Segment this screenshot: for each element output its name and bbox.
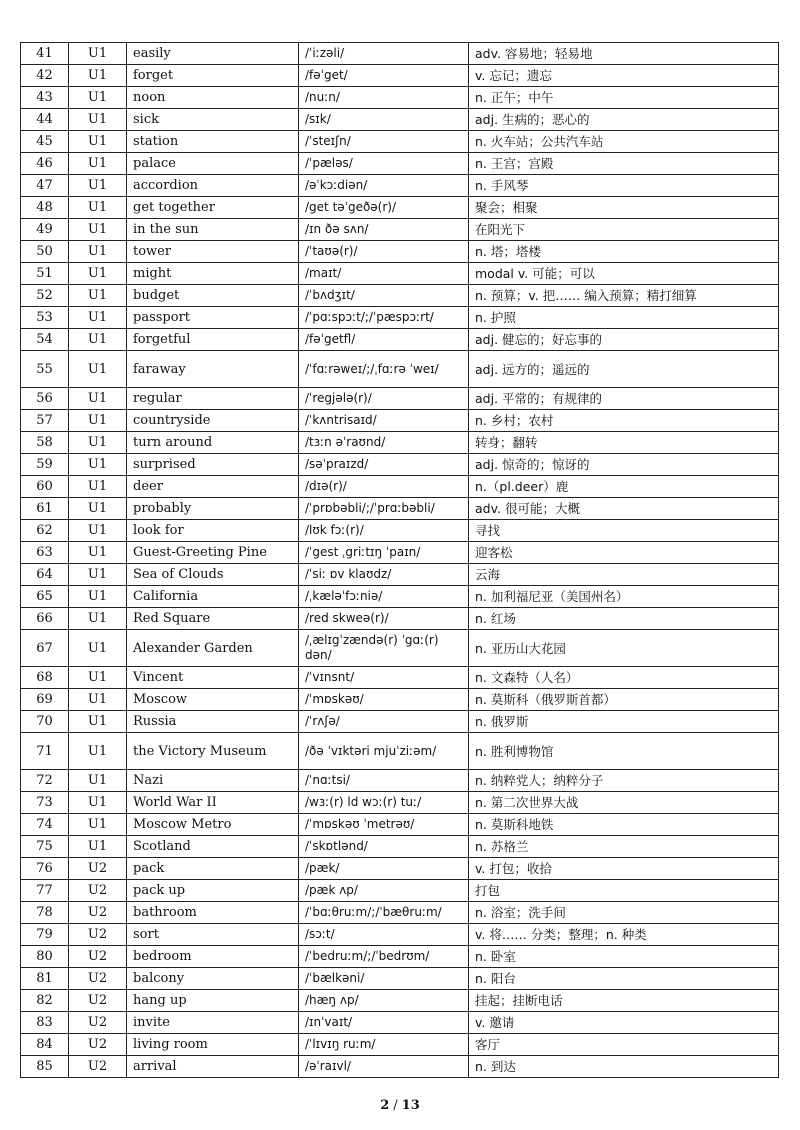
meaning-cell: adj. 健忘的；好忘事的 bbox=[469, 329, 779, 351]
meaning-cell: n. 莫斯科地铁 bbox=[469, 814, 779, 836]
unit-cell: U1 bbox=[69, 667, 127, 689]
word-cell: Nazi bbox=[127, 770, 299, 792]
meaning-cell: 在阳光下 bbox=[469, 219, 779, 241]
unit-cell: U1 bbox=[69, 689, 127, 711]
phonetic-cell: /ˈsteɪʃn/ bbox=[299, 131, 469, 153]
phonetic-cell: /ˈpæləs/ bbox=[299, 153, 469, 175]
meaning-cell: v. 将…… 分类；整理；n. 种类 bbox=[469, 924, 779, 946]
table-row bbox=[21, 351, 779, 388]
unit-cell: U1 bbox=[69, 814, 127, 836]
meaning-cell: 打包 bbox=[469, 880, 779, 902]
meaning-cell: n. 亚历山大花园 bbox=[469, 630, 779, 667]
phonetic-cell: /ɪn ðə sʌn/ bbox=[299, 219, 469, 241]
table-row bbox=[21, 792, 779, 814]
row-number: 53 bbox=[21, 307, 69, 329]
phonetic-cell: /hæŋ ʌp/ bbox=[299, 990, 469, 1012]
vocabulary-table bbox=[20, 42, 779, 1078]
row-number: 42 bbox=[21, 65, 69, 87]
table-row bbox=[21, 814, 779, 836]
table-row bbox=[21, 307, 779, 329]
meaning-cell: v. 忘记；遗忘 bbox=[469, 65, 779, 87]
word-cell: budget bbox=[127, 285, 299, 307]
table-row bbox=[21, 1056, 779, 1078]
unit-cell: U1 bbox=[69, 43, 127, 65]
word-cell: Guest-Greeting Pine bbox=[127, 542, 299, 564]
unit-cell: U2 bbox=[69, 1056, 127, 1078]
table-row bbox=[21, 87, 779, 109]
meaning-cell: adj. 生病的；恶心的 bbox=[469, 109, 779, 131]
meaning-cell: n. 浴室；洗手间 bbox=[469, 902, 779, 924]
phonetic-cell: /tɜːn əˈraʊnd/ bbox=[299, 432, 469, 454]
table-row bbox=[21, 902, 779, 924]
meaning-cell: n. 苏格兰 bbox=[469, 836, 779, 858]
row-number: 54 bbox=[21, 329, 69, 351]
word-cell: Moscow Metro bbox=[127, 814, 299, 836]
meaning-cell: n. 正午；中午 bbox=[469, 87, 779, 109]
phonetic-cell: /ˈbɑːθruːm/;/ˈbæθruːm/ bbox=[299, 902, 469, 924]
meaning-cell: n. 纳粹党人；纳粹分子 bbox=[469, 770, 779, 792]
phonetic-cell: /get təˈgeðə(r)/ bbox=[299, 197, 469, 219]
row-number: 69 bbox=[21, 689, 69, 711]
unit-cell: U1 bbox=[69, 770, 127, 792]
phonetic-cell: /sɔːt/ bbox=[299, 924, 469, 946]
word-cell: bedroom bbox=[127, 946, 299, 968]
phonetic-cell: /ˌkæləˈfɔːniə/ bbox=[299, 586, 469, 608]
meaning-cell: n. 预算；v. 把…… 编入预算；精打细算 bbox=[469, 285, 779, 307]
word-cell: surprised bbox=[127, 454, 299, 476]
phonetic-cell: /ˈbʌdʒɪt/ bbox=[299, 285, 469, 307]
word-cell: probably bbox=[127, 498, 299, 520]
unit-cell: U1 bbox=[69, 733, 127, 770]
word-cell: accordion bbox=[127, 175, 299, 197]
unit-cell: U2 bbox=[69, 1034, 127, 1056]
row-number: 44 bbox=[21, 109, 69, 131]
row-number: 61 bbox=[21, 498, 69, 520]
table-row bbox=[21, 968, 779, 990]
phonetic-cell: /ˈvɪnsnt/ bbox=[299, 667, 469, 689]
meaning-cell: 聚会；相聚 bbox=[469, 197, 779, 219]
phonetic-cell: /pæk/ bbox=[299, 858, 469, 880]
row-number: 50 bbox=[21, 241, 69, 263]
word-cell: station bbox=[127, 131, 299, 153]
meaning-cell: n. 卧室 bbox=[469, 946, 779, 968]
word-cell: California bbox=[127, 586, 299, 608]
phonetic-cell: /ˈrʌʃə/ bbox=[299, 711, 469, 733]
row-number: 59 bbox=[21, 454, 69, 476]
meaning-cell: n. 第二次世界大战 bbox=[469, 792, 779, 814]
table-row bbox=[21, 153, 779, 175]
word-cell: invite bbox=[127, 1012, 299, 1034]
row-number: 70 bbox=[21, 711, 69, 733]
word-cell: balcony bbox=[127, 968, 299, 990]
table-row bbox=[21, 770, 779, 792]
table-row bbox=[21, 241, 779, 263]
phonetic-cell: /ˈmɒskəʊ ˈmetrəʊ/ bbox=[299, 814, 469, 836]
phonetic-cell: /ˈnɑːtsi/ bbox=[299, 770, 469, 792]
unit-cell: U1 bbox=[69, 307, 127, 329]
word-cell: hang up bbox=[127, 990, 299, 1012]
word-cell: easily bbox=[127, 43, 299, 65]
meaning-cell: adv. 容易地；轻易地 bbox=[469, 43, 779, 65]
table-row bbox=[21, 880, 779, 902]
unit-cell: U2 bbox=[69, 990, 127, 1012]
phonetic-cell: /əˈkɔːdiən/ bbox=[299, 175, 469, 197]
table-row bbox=[21, 924, 779, 946]
row-number: 73 bbox=[21, 792, 69, 814]
unit-cell: U1 bbox=[69, 498, 127, 520]
table-row bbox=[21, 65, 779, 87]
table-row bbox=[21, 689, 779, 711]
word-cell: Moscow bbox=[127, 689, 299, 711]
phonetic-cell: /nuːn/ bbox=[299, 87, 469, 109]
row-number: 57 bbox=[21, 410, 69, 432]
phonetic-cell: /dɪə(r)/ bbox=[299, 476, 469, 498]
table-row bbox=[21, 990, 779, 1012]
unit-cell: U2 bbox=[69, 924, 127, 946]
phonetic-cell: /ɪnˈvaɪt/ bbox=[299, 1012, 469, 1034]
meaning-cell: n. 阳台 bbox=[469, 968, 779, 990]
row-number: 67 bbox=[21, 630, 69, 667]
row-number: 55 bbox=[21, 351, 69, 388]
table-row bbox=[21, 1012, 779, 1034]
word-cell: in the sun bbox=[127, 219, 299, 241]
word-cell: turn around bbox=[127, 432, 299, 454]
unit-cell: U1 bbox=[69, 432, 127, 454]
meaning-cell: n. 乡村；农村 bbox=[469, 410, 779, 432]
unit-cell: U1 bbox=[69, 520, 127, 542]
page-number bbox=[0, 1098, 800, 1113]
meaning-cell: n. 手风琴 bbox=[469, 175, 779, 197]
row-number: 60 bbox=[21, 476, 69, 498]
word-cell: Vincent bbox=[127, 667, 299, 689]
phonetic-cell: /fəˈgetfl/ bbox=[299, 329, 469, 351]
word-cell: pack up bbox=[127, 880, 299, 902]
row-number: 71 bbox=[21, 733, 69, 770]
row-number: 66 bbox=[21, 608, 69, 630]
phonetic-cell: /ˈgest ˌgriːtɪŋ ˈpaɪn/ bbox=[299, 542, 469, 564]
meaning-cell: 挂起；挂断电话 bbox=[469, 990, 779, 1012]
unit-cell: U1 bbox=[69, 711, 127, 733]
word-cell: might bbox=[127, 263, 299, 285]
phonetic-cell: /ˈiːzəli/ bbox=[299, 43, 469, 65]
unit-cell: U1 bbox=[69, 564, 127, 586]
phonetic-cell: /pæk ʌp/ bbox=[299, 880, 469, 902]
table-row bbox=[21, 388, 779, 410]
phonetic-cell: /ˈfɑːrəweɪ/;/ˌfɑːrə ˈweɪ/ bbox=[299, 351, 469, 388]
phonetic-cell: /ˈprɒbəbli/;/ˈprɑːbəbli/ bbox=[299, 498, 469, 520]
meaning-cell: n. 加利福尼亚（美国州名） bbox=[469, 586, 779, 608]
page-total: 13 bbox=[401, 1098, 420, 1113]
word-cell: Red Square bbox=[127, 608, 299, 630]
meaning-cell: n. 俄罗斯 bbox=[469, 711, 779, 733]
meaning-cell: 寻找 bbox=[469, 520, 779, 542]
meaning-cell: adj. 平常的；有规律的 bbox=[469, 388, 779, 410]
phonetic-cell: /lʊk fɔː(r)/ bbox=[299, 520, 469, 542]
row-number: 47 bbox=[21, 175, 69, 197]
unit-cell: U1 bbox=[69, 285, 127, 307]
table-row bbox=[21, 667, 779, 689]
unit-cell: U2 bbox=[69, 1012, 127, 1034]
phonetic-cell: /ˈpɑːspɔːt/;/ˈpæspɔːrt/ bbox=[299, 307, 469, 329]
unit-cell: U1 bbox=[69, 351, 127, 388]
row-number: 79 bbox=[21, 924, 69, 946]
meaning-cell: n. 到达 bbox=[469, 1056, 779, 1078]
table-row bbox=[21, 454, 779, 476]
table-row bbox=[21, 219, 779, 241]
row-number: 56 bbox=[21, 388, 69, 410]
word-cell: forgetful bbox=[127, 329, 299, 351]
table-row bbox=[21, 1034, 779, 1056]
row-number: 58 bbox=[21, 432, 69, 454]
unit-cell: U1 bbox=[69, 153, 127, 175]
phonetic-cell: /ˈmɒskəʊ/ bbox=[299, 689, 469, 711]
unit-cell: U2 bbox=[69, 946, 127, 968]
unit-cell: U1 bbox=[69, 329, 127, 351]
row-number: 80 bbox=[21, 946, 69, 968]
row-number: 43 bbox=[21, 87, 69, 109]
unit-cell: U1 bbox=[69, 109, 127, 131]
phonetic-cell: /ˈsiː ɒv klaʊdz/ bbox=[299, 564, 469, 586]
word-cell: Sea of Clouds bbox=[127, 564, 299, 586]
unit-cell: U1 bbox=[69, 476, 127, 498]
table-row bbox=[21, 542, 779, 564]
phonetic-cell: /wɜː(r) ld wɔː(r) tuː/ bbox=[299, 792, 469, 814]
word-cell: Scotland bbox=[127, 836, 299, 858]
unit-cell: U1 bbox=[69, 388, 127, 410]
word-cell: tower bbox=[127, 241, 299, 263]
unit-cell: U1 bbox=[69, 219, 127, 241]
word-cell: countryside bbox=[127, 410, 299, 432]
unit-cell: U1 bbox=[69, 131, 127, 153]
word-cell: sick bbox=[127, 109, 299, 131]
unit-cell: U1 bbox=[69, 263, 127, 285]
table-row bbox=[21, 109, 779, 131]
table-row bbox=[21, 630, 779, 667]
meaning-cell: v. 打包；收拾 bbox=[469, 858, 779, 880]
row-number: 78 bbox=[21, 902, 69, 924]
table-row bbox=[21, 476, 779, 498]
phonetic-cell: /ˈlɪvɪŋ ruːm/ bbox=[299, 1034, 469, 1056]
unit-cell: U2 bbox=[69, 880, 127, 902]
unit-cell: U1 bbox=[69, 65, 127, 87]
phonetic-cell: /əˈraɪvl/ bbox=[299, 1056, 469, 1078]
row-number: 82 bbox=[21, 990, 69, 1012]
meaning-cell: 转身；翻转 bbox=[469, 432, 779, 454]
row-number: 83 bbox=[21, 1012, 69, 1034]
unit-cell: U1 bbox=[69, 542, 127, 564]
table-row bbox=[21, 520, 779, 542]
phonetic-cell: /maɪt/ bbox=[299, 263, 469, 285]
row-number: 75 bbox=[21, 836, 69, 858]
table-row bbox=[21, 564, 779, 586]
meaning-cell: 云海 bbox=[469, 564, 779, 586]
word-cell: forget bbox=[127, 65, 299, 87]
phonetic-cell: /ˈbedruːm/;/ˈbedrʊm/ bbox=[299, 946, 469, 968]
phonetic-cell: /ˈskɒtlənd/ bbox=[299, 836, 469, 858]
row-number: 62 bbox=[21, 520, 69, 542]
table-row bbox=[21, 498, 779, 520]
word-cell: look for bbox=[127, 520, 299, 542]
table-row bbox=[21, 946, 779, 968]
word-cell: passport bbox=[127, 307, 299, 329]
unit-cell: U1 bbox=[69, 454, 127, 476]
meaning-cell: n.（pl.deer）鹿 bbox=[469, 476, 779, 498]
meaning-cell: n. 胜利博物馆 bbox=[469, 733, 779, 770]
page-separator: / bbox=[393, 1098, 398, 1113]
row-number: 68 bbox=[21, 667, 69, 689]
table-row bbox=[21, 131, 779, 153]
table-row bbox=[21, 263, 779, 285]
row-number: 64 bbox=[21, 564, 69, 586]
word-cell: noon bbox=[127, 87, 299, 109]
table-row bbox=[21, 432, 779, 454]
vocabulary-table-body bbox=[21, 43, 779, 1078]
unit-cell: U1 bbox=[69, 586, 127, 608]
unit-cell: U1 bbox=[69, 608, 127, 630]
phonetic-cell: /ˈtaʊə(r)/ bbox=[299, 241, 469, 263]
meaning-cell: n. 文森特（人名） bbox=[469, 667, 779, 689]
meaning-cell: n. 莫斯科（俄罗斯首都） bbox=[469, 689, 779, 711]
table-row bbox=[21, 410, 779, 432]
phonetic-cell: /ˈbælkəni/ bbox=[299, 968, 469, 990]
unit-cell: U1 bbox=[69, 836, 127, 858]
row-number: 77 bbox=[21, 880, 69, 902]
page-current: 2 bbox=[380, 1098, 390, 1113]
table-row bbox=[21, 586, 779, 608]
unit-cell: U2 bbox=[69, 902, 127, 924]
meaning-cell: adj. 远方的；遥远的 bbox=[469, 351, 779, 388]
row-number: 65 bbox=[21, 586, 69, 608]
table-row bbox=[21, 43, 779, 65]
phonetic-cell: /sɪk/ bbox=[299, 109, 469, 131]
meaning-cell: modal v. 可能；可以 bbox=[469, 263, 779, 285]
word-cell: pack bbox=[127, 858, 299, 880]
row-number: 74 bbox=[21, 814, 69, 836]
table-row bbox=[21, 733, 779, 770]
unit-cell: U1 bbox=[69, 410, 127, 432]
row-number: 52 bbox=[21, 285, 69, 307]
row-number: 49 bbox=[21, 219, 69, 241]
unit-cell: U1 bbox=[69, 175, 127, 197]
table-row bbox=[21, 197, 779, 219]
word-cell: living room bbox=[127, 1034, 299, 1056]
row-number: 41 bbox=[21, 43, 69, 65]
unit-cell: U1 bbox=[69, 630, 127, 667]
word-cell: deer bbox=[127, 476, 299, 498]
table-row bbox=[21, 836, 779, 858]
row-number: 85 bbox=[21, 1056, 69, 1078]
phonetic-cell: /ˌælɪgˈzændə(r) ˈgɑː(r) dən/ bbox=[299, 630, 469, 667]
row-number: 51 bbox=[21, 263, 69, 285]
phonetic-cell: /ˈregjələ(r)/ bbox=[299, 388, 469, 410]
meaning-cell: adv. 很可能；大概 bbox=[469, 498, 779, 520]
unit-cell: U1 bbox=[69, 197, 127, 219]
phonetic-cell: /fəˈget/ bbox=[299, 65, 469, 87]
row-number: 48 bbox=[21, 197, 69, 219]
row-number: 45 bbox=[21, 131, 69, 153]
unit-cell: U1 bbox=[69, 87, 127, 109]
unit-cell: U2 bbox=[69, 858, 127, 880]
row-number: 84 bbox=[21, 1034, 69, 1056]
word-cell: palace bbox=[127, 153, 299, 175]
row-number: 72 bbox=[21, 770, 69, 792]
word-cell: sort bbox=[127, 924, 299, 946]
meaning-cell: adj. 惊奇的；惊讶的 bbox=[469, 454, 779, 476]
meaning-cell: n. 红场 bbox=[469, 608, 779, 630]
phonetic-cell: /ˈkʌntrisaɪd/ bbox=[299, 410, 469, 432]
table-row bbox=[21, 711, 779, 733]
table-row bbox=[21, 858, 779, 880]
row-number: 76 bbox=[21, 858, 69, 880]
meaning-cell: n. 护照 bbox=[469, 307, 779, 329]
unit-cell: U2 bbox=[69, 968, 127, 990]
phonetic-cell: /red skweə(r)/ bbox=[299, 608, 469, 630]
row-number: 46 bbox=[21, 153, 69, 175]
table-row bbox=[21, 175, 779, 197]
word-cell: get together bbox=[127, 197, 299, 219]
table-row bbox=[21, 329, 779, 351]
phonetic-cell: /ðə ˈvɪktəri mjuˈziːəm/ bbox=[299, 733, 469, 770]
meaning-cell: n. 火车站；公共汽车站 bbox=[469, 131, 779, 153]
word-cell: World War II bbox=[127, 792, 299, 814]
unit-cell: U1 bbox=[69, 792, 127, 814]
word-cell: Alexander Garden bbox=[127, 630, 299, 667]
meaning-cell: n. 王宫；宫殿 bbox=[469, 153, 779, 175]
word-cell: bathroom bbox=[127, 902, 299, 924]
row-number: 63 bbox=[21, 542, 69, 564]
meaning-cell: 迎客松 bbox=[469, 542, 779, 564]
word-cell: arrival bbox=[127, 1056, 299, 1078]
word-cell: regular bbox=[127, 388, 299, 410]
phonetic-cell: /səˈpraɪzd/ bbox=[299, 454, 469, 476]
meaning-cell: n. 塔；塔楼 bbox=[469, 241, 779, 263]
meaning-cell: v. 邀请 bbox=[469, 1012, 779, 1034]
table-row bbox=[21, 285, 779, 307]
word-cell: faraway bbox=[127, 351, 299, 388]
word-cell: the Victory Museum bbox=[127, 733, 299, 770]
table-row bbox=[21, 608, 779, 630]
unit-cell: U1 bbox=[69, 241, 127, 263]
meaning-cell: 客厅 bbox=[469, 1034, 779, 1056]
row-number: 81 bbox=[21, 968, 69, 990]
word-cell: Russia bbox=[127, 711, 299, 733]
